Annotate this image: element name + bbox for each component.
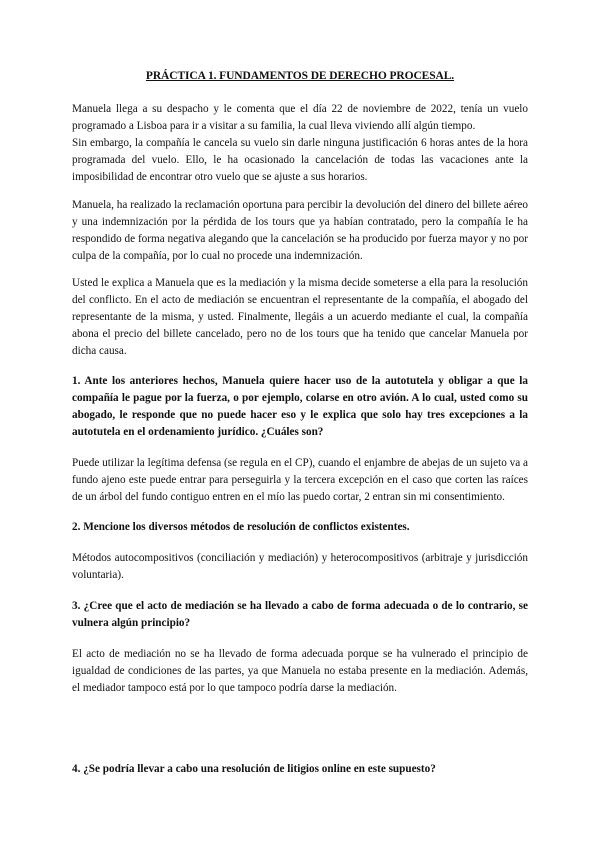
paragraph-4: Usted le explica a Manuela que es la mediación y la misma decide someterse a ella para la resolución del conflicto. En el acto de mediación se encuentran el representante de la compañía, el abogado del representante de la misma, y usted. Finalmente, llegáis a un acuerdo mediante el cual, la compañía abona el precio del billete cancelado, pero no de los tours que ha tenido que cancelar Manuela por dicha causa. — [72, 277, 528, 357]
intro-block — [72, 101, 528, 186]
paragraph-2: Sin embargo, la compañía le cancela su vuelo sin darle ninguna justificación 6 horas antes de la hora programada del vuelo. Ello, le ha ocasionado la cancelación de todas las vacaciones ante la imposibilidad de encontrar otro vuelo que se ajuste a sus horarios. — [72, 137, 528, 183]
paragraph-1: Manuela llega a su despacho y le comenta que el día 22 de noviembre de 2022, tenía un vuelo programado a Lisboa para ir a visitar a su familia, la cual lleva viviendo allí algún tiempo. — [72, 103, 528, 132]
answer-1: Puede utilizar la legítima defensa (se regula en el CP), cuando el enjambre de abejas de un sujeto va a fundo ajeno este puede entrar para perseguirla y la tercera excepción en el caso que corten las raíces de un árbol del fundo contiguo entren en el mío las puedo cortar, 2 entran sin mi consentimiento. — [72, 457, 528, 503]
question-2: 2. Mencione los diversos métodos de resolución de conflictos existentes. — [72, 521, 410, 533]
answer-2: Métodos autocompositivos (conciliación y mediación) y heterocompositivos (arbitraje y jurisdicción voluntaria). — [72, 552, 528, 581]
answer-3: El acto de mediación no se ha llevado de forma adecuada porque se ha vulnerado el principio de igualdad de condiciones de las partes, ya que Manuela no estaba presente en la mediación. Además, el mediador tampoco está por lo que tampoco podría darse la mediación. — [72, 648, 528, 694]
paragraph-3: Manuela, ha realizado la reclamación oportuna para percibir la devolución del dinero del billete aéreo y una indemnización por la pérdida de los tours que ya habían contratado, pero la compañía le ha respondido de forma negativa alegando que la cancelación se ha producido por fuerza mayor y no por culpa de la compañía, por lo cual no procede una indemnización. — [72, 199, 528, 262]
question-3: 3. ¿Cree que el acto de mediación se ha llevado a cabo de forma adecuada o de lo contrario, se vulnera algún principio? — [72, 600, 528, 629]
document-title: PRÁCTICA 1. FUNDAMENTOS DE DERECHO PROCESAL. — [145, 70, 455, 82]
question-1: 1. Ante los anteriores hechos, Manuela quiere hacer uso de la autotutela y obligar a que la compañía le pague por la fuerza, o por ejemplo, colarse en otro avión. A lo cual, usted como su abogado, le responde que no puede hacer eso y le explica que solo hay tres excepciones a la autotutela en el ordenamiento jurídico. ¿Cuáles son? — [72, 375, 528, 438]
question-4: 4. ¿Se podría llevar a cabo una resolución de litigios online en este supuesto? — [72, 763, 436, 775]
